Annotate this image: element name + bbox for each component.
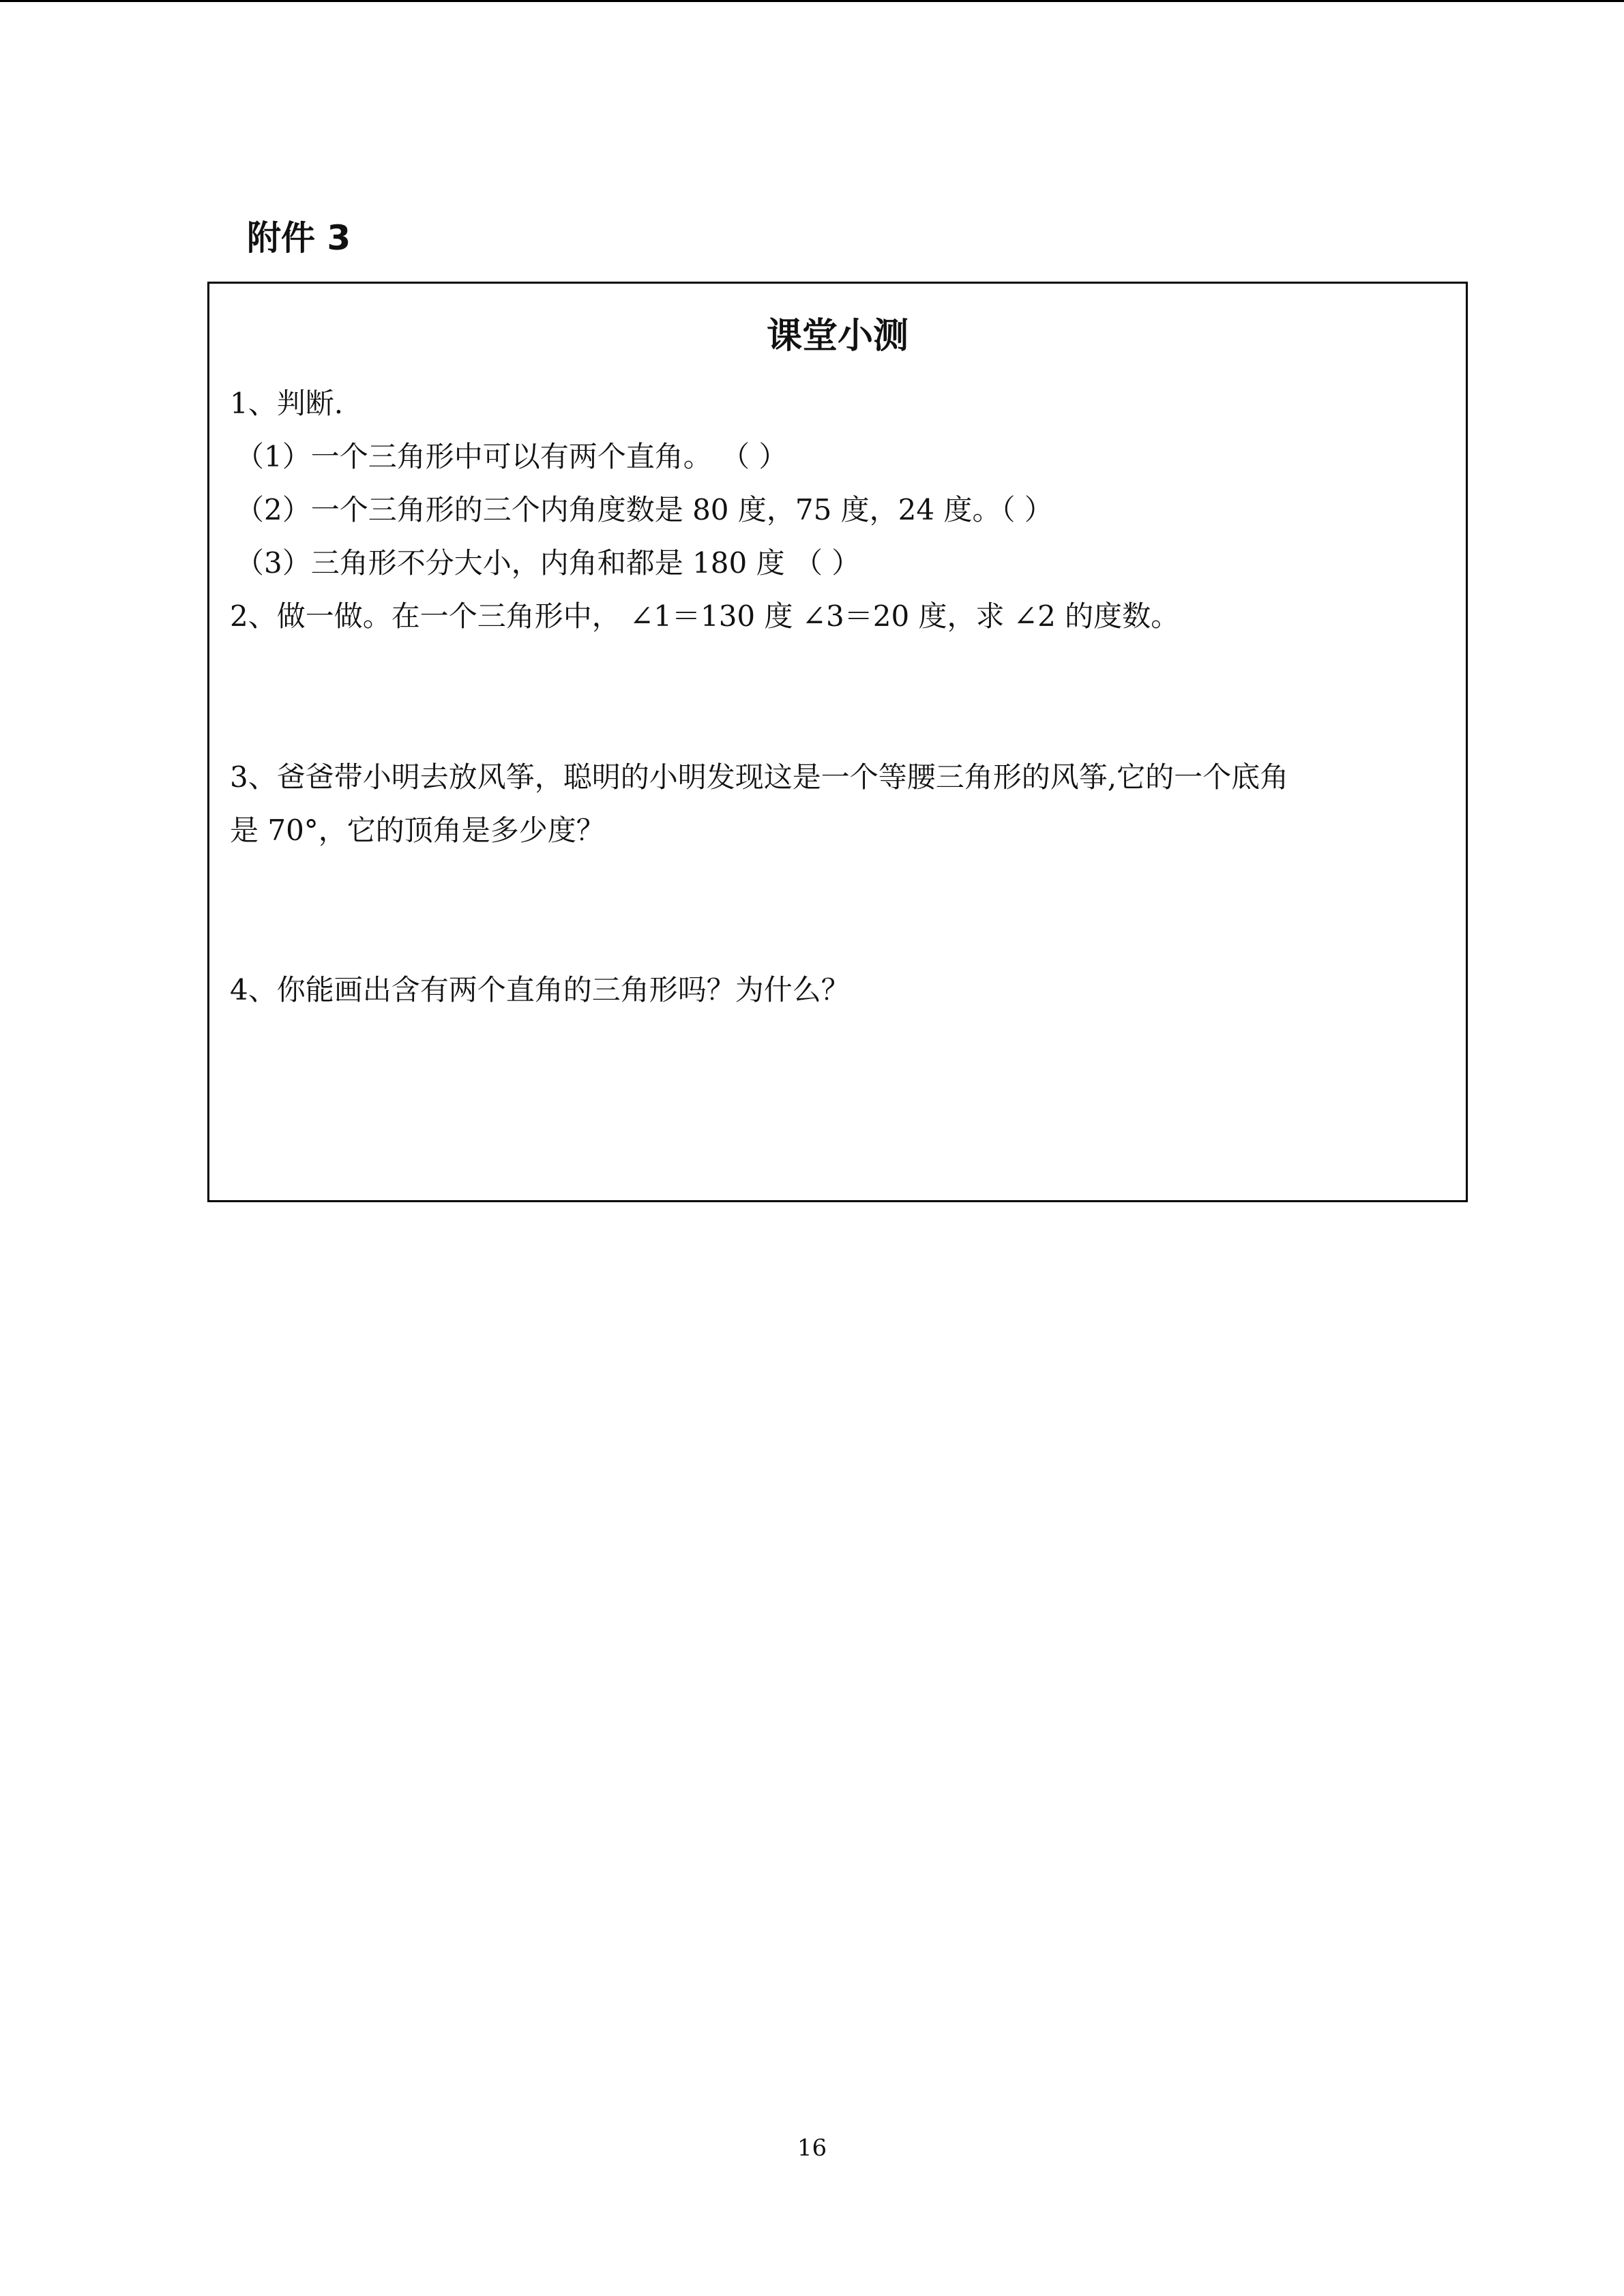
top-border-rule [0, 0, 1624, 2]
question-1-item-3: （3）三角形不分大小，内角和都是 180 度 （ ） [235, 546, 861, 580]
attachment-label: 附件 3 [247, 218, 351, 258]
quiz-title: 课堂小测 [766, 316, 909, 357]
question-1-item-1: （1）一个三角形中可以有两个直角。 （ ） [235, 440, 788, 473]
question-2: 2、做一做。在一个三角形中， ∠1＝130 度 ∠3＝20 度，求 ∠2 的度数。 [230, 599, 1180, 633]
question-3-line-2: 是 70°，它的顶角是多少度？ [230, 814, 605, 847]
question-3-line-1: 3、爸爸带小明去放风筝，聪明的小明发现这是一个等腰三角形的风筝,它的一个底角 [230, 760, 1289, 794]
quiz-box [207, 282, 1468, 1202]
question-1-heading: 1、判断. [230, 387, 344, 420]
question-4: 4、你能画出含有两个直角的三角形吗？为什么？ [230, 973, 850, 1007]
question-1-item-2: （2）一个三角形的三个内角度数是 80 度，75 度，24 度。（ ） [235, 493, 1053, 526]
page-number: 16 [797, 2134, 827, 2162]
